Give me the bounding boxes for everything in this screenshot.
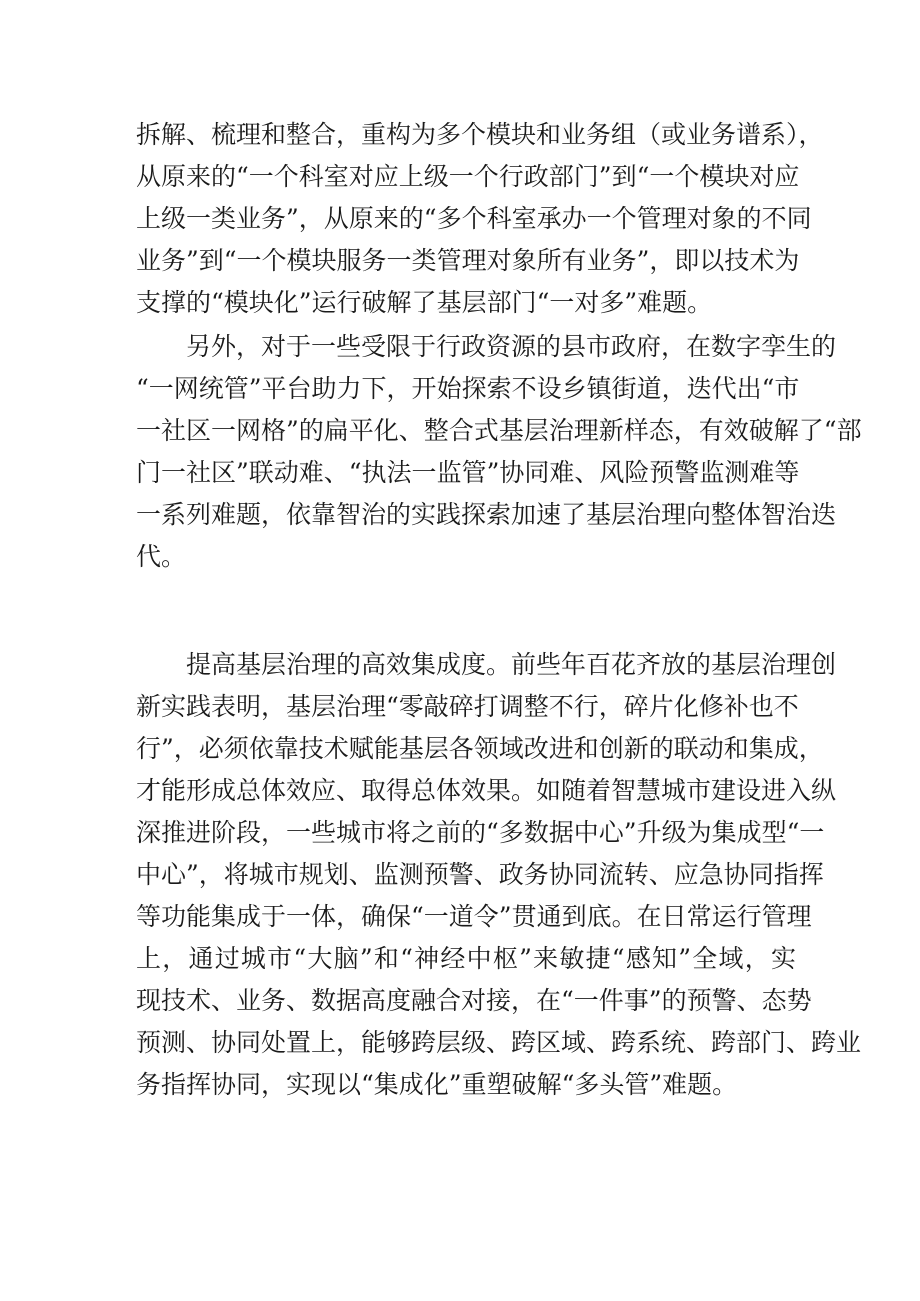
paragraph-line: 预测、协同处置上，能够跨层级、跨区域、跨系统、跨部门、跨业	[136, 1028, 862, 1057]
paragraph-line: “一网统管”平台助力下，开始探索不设乡镇街道，迭代出“市	[136, 374, 800, 403]
paragraph-line: 业务”到“一个模块服务一类管理对象所有业务”，即以技术为	[136, 246, 800, 275]
paragraph-line: 门一社区”联动难、“执法一监管”协同难、风险预警监测难等	[136, 458, 800, 487]
paragraph-line: 上级一类业务”，从原来的“多个科室承办一个管理对象的不同	[136, 204, 812, 233]
paragraph-line: 提高基层治理的高效集成度。前些年百花齐放的基层治理创	[186, 650, 837, 679]
paragraph-2	[136, 326, 862, 578]
paragraph-line: 从原来的“一个科室对应上级一个行政部门”到“一个模块对应	[136, 162, 800, 191]
paragraph-line: 新实践表明，基层治理“零敲碎打调整不行，碎片化修补也不	[136, 692, 799, 721]
paragraph-line: 一系列难题，依靠智治的实践探索加速了基层治理向整体智治迭	[136, 500, 837, 529]
paragraph-3	[136, 644, 862, 1106]
paragraph-line: 一社区一网格”的扁平化、整合式基层治理新样态，有效破解了“部	[136, 416, 862, 445]
paragraph-line: 务指挥协同，实现以“集成化”重塑破解“多头管”难题。	[136, 1070, 738, 1099]
paragraph-line: 才能形成总体效应、取得总体效果。如随着智慧城市建设进入纵	[136, 776, 837, 805]
paragraph-line: 上，通过城市“大脑”和“神经中枢”来敏捷“感知”全域，实	[136, 944, 796, 973]
paragraph-line: 另外，对于一些受限于行政资源的县市政府，在数字孪生的	[186, 332, 837, 361]
paragraph-line: 支撑的“模块化”运行破解了基层部门“一对多”难题。	[136, 288, 713, 317]
paragraph-line: 拆解、梳理和整合，重构为多个模块和业务组（或业务谱系），	[136, 120, 824, 149]
paragraph-line: 深推进阶段，一些城市将之前的“多数据中心”升级为集成型“一	[136, 818, 825, 847]
paragraph-line: 等功能集成于一体，确保“一道令”贯通到底。在日常运行管理	[136, 902, 812, 931]
paragraph-1	[136, 114, 824, 324]
paragraph-line: 行”，必须依靠技术赋能基层各领域改进和创新的联动和集成，	[136, 734, 824, 763]
paragraph-line: 现技术、业务、数据高度融合对接，在“一件事”的预警、态势	[136, 986, 812, 1015]
paragraph-line: 中心”，将城市规划、监测预警、政务协同流转、应急协同指挥	[136, 860, 824, 889]
paragraph-line: 代。	[136, 542, 187, 571]
